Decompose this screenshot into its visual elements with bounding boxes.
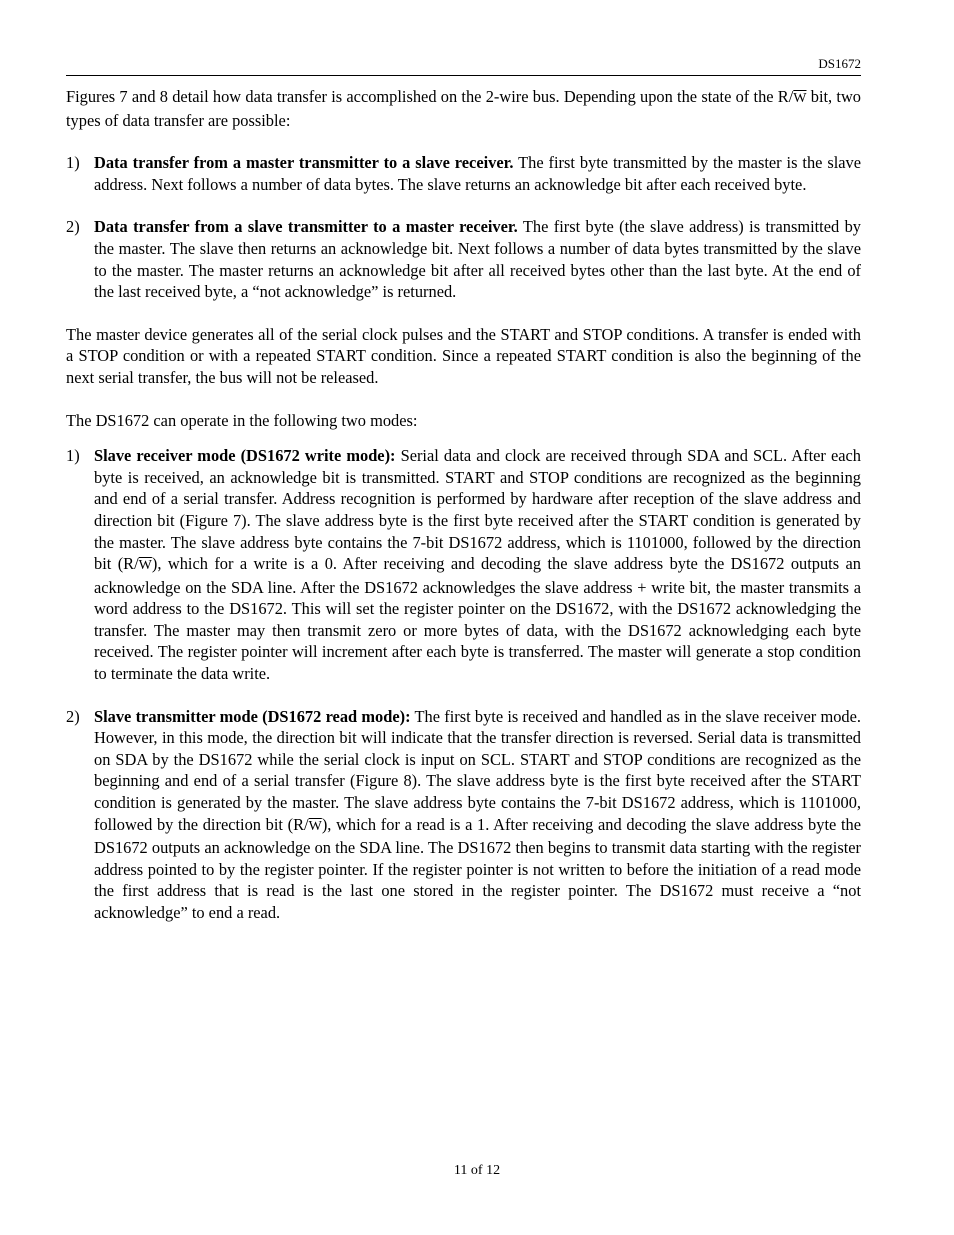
rw-bar-symbol: $\overline{W}$ xyxy=(308,818,322,834)
modes-intro: The DS1672 can operate in the following two modes: xyxy=(66,410,418,430)
page-footer xyxy=(0,1160,954,1182)
transfer-item xyxy=(66,152,861,195)
transfer-item xyxy=(66,216,861,302)
master-paragraph: The master device generates all of the serial clock pulses and the START and STOP conditions. A transfer is ended with a STOP condition or with a repeated START condition. Since a repeated START condition is also the beginning of the next serial transfer, the bus will not be released. xyxy=(66,324,861,387)
list-number: 1) xyxy=(66,153,80,173)
mode-text-start: Serial data and clock are received through SDA and SCL. After each byte is received, an acknowledge bit is transmitted. START and STOP conditions are recognized as the beginning and end of a serial transfer. Address recognition is performed by hardware after reception of the slave address and direction bit (Figure 7). The slave address byte is the first byte received after the START condition is generated by the master. The slave address byte contains the 7-bit DS1672 address, which is 1101000, followed by the direction bit (R/ xyxy=(94,446,861,574)
intro-text-start: Figures 7 and 8 detail how data transfer is accomplished on the 2-wire bus. Depending upon the state of the R/ xyxy=(66,87,794,106)
page-number: 11 of 12 xyxy=(453,1163,501,1178)
mode-item xyxy=(66,706,861,924)
rw-bar-symbol: $\overline{W}$ xyxy=(138,558,152,574)
mode-paragraph xyxy=(94,706,861,924)
transfer-heading: Data transfer from a slave transmitter to a master receiver. xyxy=(94,217,518,237)
rw-bar-symbol: $\overline{W}$ xyxy=(793,91,807,106)
mode-text-end: ), which for a read is a 1. After receiving and decoding the slave address byte the DS1672 outputs an acknowledge on the SDA line. The DS1672 then begins to transmit data starting with the register address pointed to by the register pointer. If the register pointer is not written to before the initiation of a read mode the first address that is read is the last one stored in the register pointer. The DS1672 must receive a “not acknowledge” to end a read. xyxy=(94,814,861,922)
list-number: 2) xyxy=(66,217,80,237)
mode-heading: Slave receiver mode (DS1672 write mode): xyxy=(94,446,396,466)
transfer-paragraph xyxy=(94,152,861,195)
mode-heading: Slave transmitter mode (DS1672 read mode): xyxy=(94,706,411,726)
transfer-paragraph xyxy=(94,216,861,302)
page-body xyxy=(66,86,861,924)
list-number: 1) xyxy=(66,446,80,466)
mode-item xyxy=(66,445,861,685)
transfer-text: The first byte (the slave address) is transmitted by the master. The slave then returns an acknowledge bit. Next follows a number of data bytes transmitted by the slave to the master. The master returns an acknowledge bit after all received bytes other than the last byte. At the end of the last received byte, a “not acknowledge” is returned. xyxy=(94,217,861,302)
mode-text-end: ), which for a write is a 0. After receiving and decoding the slave address byte the DS1672 outputs an acknowledge on the SDA line. After the DS1672 acknowledges the slave address + write bit, the master transmits a word address to the DS1672. This will set the register pointer on the DS1672, with the DS1672 acknowledging the transfer. The master may then transmit zero or more bytes of data, with the DS1672 acknowledging each byte received. The register pointer will increment after each byte is transferred. The master will generate a stop condition to terminate the data write. xyxy=(94,554,861,684)
list-number: 2) xyxy=(66,706,80,726)
transfer-text: The first byte transmitted by the master is the slave address. Next follows a number of data bytes. The slave returns an acknowledge bit after each received byte. xyxy=(94,153,862,194)
transfer-heading: Data transfer from a master transmitter to a slave receiver. xyxy=(94,153,514,173)
mode-paragraph xyxy=(94,445,861,685)
document-id: DS1672 xyxy=(818,56,861,71)
intro-text-end: bit, two types of data transfer are possible: xyxy=(66,87,861,130)
page-header xyxy=(66,56,861,76)
intro-paragraph xyxy=(66,86,861,131)
mode-text-start: The first byte is received and handled as in the slave receiver mode. However, in this mode, the direction bit will indicate that the transfer direction is reversed. Serial data is transmitted on SDA by the DS1672 while the serial clock is input on SCL. START and STOP conditions are recognized as the beginning and end of a serial transfer (Figure 8). The slave address byte is the first byte received after the START condition is generated by the master. The slave address byte contains the 7-bit DS1672 address, which is 1101000, followed by the direction bit (R/ xyxy=(94,706,861,834)
